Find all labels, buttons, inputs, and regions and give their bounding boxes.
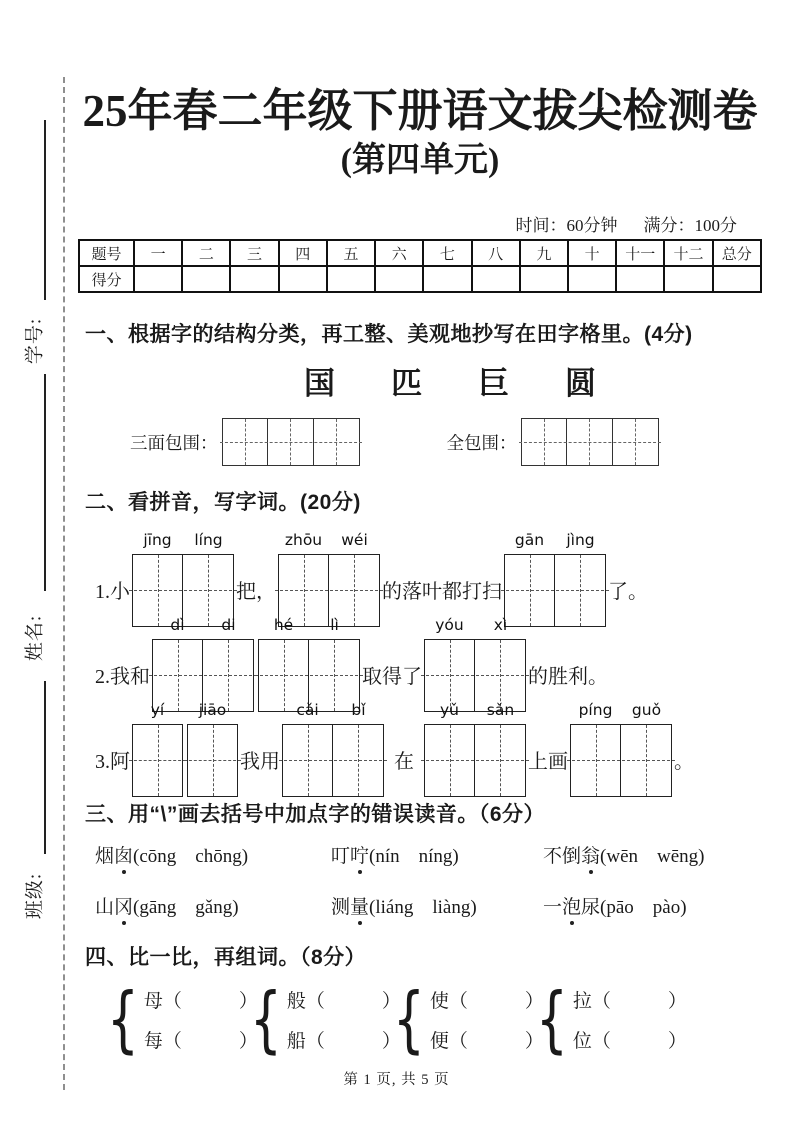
dotted-character: 囱 bbox=[114, 841, 133, 868]
answer-blank[interactable]: （ ） bbox=[305, 990, 401, 1012]
answer-blank[interactable]: （ ） bbox=[162, 990, 258, 1012]
time-label: 时间：60分钟 bbox=[515, 216, 618, 235]
full-score-label: 满分：100分 bbox=[643, 216, 737, 235]
pinyin-label: hé bbox=[273, 616, 294, 634]
question-number-cell: 三 bbox=[230, 240, 278, 266]
grid-midline bbox=[567, 760, 675, 761]
section2-heading: 二、看拼音，写字词。(20分) bbox=[85, 491, 361, 514]
score-entry-cell[interactable] bbox=[664, 266, 712, 292]
pinyin-label: yí bbox=[150, 701, 165, 719]
character: 巨 bbox=[478, 366, 509, 401]
pinyin-writing-grid[interactable] bbox=[424, 698, 526, 797]
dotted-character: 泡 bbox=[562, 892, 581, 919]
compare-pair bbox=[386, 977, 544, 1061]
pinyin-options: (gāng gǎng) bbox=[133, 897, 239, 918]
grid-midline bbox=[220, 442, 362, 443]
answer-blank[interactable]: （ ） bbox=[448, 990, 544, 1012]
pinyin-label: yǔ bbox=[440, 701, 459, 719]
compare-pair bbox=[243, 977, 401, 1061]
pinyin-label: dì bbox=[170, 616, 185, 634]
word-text: 山 bbox=[95, 897, 115, 918]
section1-answer-row bbox=[130, 418, 659, 466]
question-number-cell: 十 bbox=[568, 240, 616, 266]
pinyin-writing-grid[interactable] bbox=[282, 698, 384, 797]
sentence-text: 1.小 bbox=[95, 581, 130, 603]
question-number-header: 题号 bbox=[79, 240, 134, 266]
pronunciation-item[interactable] bbox=[331, 841, 543, 868]
answer-blank[interactable]: （ ） bbox=[591, 990, 687, 1012]
section4-row bbox=[100, 977, 687, 1061]
section3-row-1 bbox=[95, 841, 705, 868]
pronunciation-item[interactable] bbox=[331, 892, 543, 919]
score-entry-cell[interactable] bbox=[327, 266, 375, 292]
grid-midline bbox=[501, 590, 609, 591]
pinyin-label: sǎn bbox=[486, 701, 515, 719]
question-number-cell: 八 bbox=[472, 240, 520, 266]
grid-midline bbox=[149, 675, 257, 676]
score-entry-cell[interactable] bbox=[616, 266, 664, 292]
score-entry-cell[interactable] bbox=[423, 266, 471, 292]
score-entry-cell[interactable] bbox=[375, 266, 423, 292]
compare-pair bbox=[529, 977, 687, 1061]
grid-midline bbox=[184, 760, 241, 761]
pinyin-options: (liáng liàng) bbox=[369, 897, 477, 918]
full-enclosure-label: 全包围： bbox=[446, 432, 517, 453]
class-label: 班级: bbox=[24, 872, 46, 920]
question-number-cell: 十一 bbox=[616, 240, 664, 266]
dotted-character: 翁 bbox=[581, 841, 600, 868]
sentence-text: 的落叶都打扫 bbox=[382, 581, 502, 603]
pinyin-label: cǎi bbox=[296, 701, 319, 719]
name-blank-line[interactable] bbox=[44, 374, 46, 591]
class-blank-line[interactable] bbox=[44, 681, 46, 854]
pinyin-options: (wēn wēng) bbox=[600, 846, 705, 867]
dotted-character: 咛 bbox=[350, 841, 369, 868]
word-text: 烟 bbox=[95, 846, 115, 867]
pinyin-label: gān bbox=[514, 531, 545, 549]
word-text: 不倒 bbox=[543, 846, 582, 867]
score-row bbox=[79, 266, 761, 292]
section3-row-2 bbox=[95, 892, 687, 919]
pinyin-label: lì bbox=[330, 616, 339, 634]
score-entry-cell[interactable] bbox=[134, 266, 182, 292]
word-text: 测 bbox=[331, 897, 351, 918]
compare-pair bbox=[100, 977, 258, 1061]
grid-midline bbox=[421, 675, 529, 676]
page-number: 第 1 页, 共 5 页 bbox=[343, 1072, 450, 1088]
word-text: 叮 bbox=[331, 846, 351, 867]
grid-midline bbox=[129, 590, 237, 591]
grid-midline bbox=[421, 760, 529, 761]
tianzige-grid[interactable] bbox=[521, 418, 659, 466]
score-table bbox=[78, 239, 762, 293]
sentence-text: 2.我和 bbox=[95, 666, 150, 688]
pronunciation-item[interactable] bbox=[543, 841, 705, 868]
grid-midline bbox=[129, 760, 186, 761]
question-number-cell: 二 bbox=[182, 240, 230, 266]
section3-heading: 三、用“\”画去括号中加点字的错误读音。（6分） bbox=[85, 803, 546, 826]
pinyin-label: zhōu bbox=[284, 531, 323, 549]
pronunciation-item[interactable] bbox=[543, 892, 687, 919]
section1-heading: 一、根据字的结构分类，再工整、美观地抄写在田字格里。(4分) bbox=[85, 323, 693, 346]
pronunciation-item[interactable] bbox=[95, 841, 331, 868]
score-entry-cell[interactable] bbox=[520, 266, 568, 292]
score-entry-cell[interactable] bbox=[279, 266, 327, 292]
sentence-text: 我用 bbox=[240, 751, 280, 773]
score-entry-cell[interactable] bbox=[472, 266, 520, 292]
question-number-cell: 五 bbox=[327, 240, 375, 266]
exam-meta bbox=[516, 211, 738, 236]
character: 匹 bbox=[391, 366, 422, 401]
pinyin-label: guǒ bbox=[631, 701, 662, 719]
pinyin-label: wéi bbox=[341, 531, 368, 549]
character: 圆 bbox=[565, 366, 596, 401]
brace-glyph: { bbox=[392, 977, 425, 1061]
page-subtitle: (第四单元) bbox=[340, 142, 500, 179]
page-title: 25年春二年级下册语文拔尖检测卷 bbox=[82, 86, 758, 136]
question-number-cell: 四 bbox=[279, 240, 327, 266]
sentence-text: 在 bbox=[394, 751, 414, 773]
brace-glyph: { bbox=[535, 977, 568, 1061]
three-side-enclosure-label: 三面包围： bbox=[130, 432, 218, 453]
pronunciation-item[interactable] bbox=[95, 892, 331, 919]
score-table-header-row bbox=[79, 240, 761, 266]
student-id-blank-line[interactable] bbox=[44, 120, 46, 300]
sentence-text: 。 bbox=[674, 751, 694, 773]
seal-fold-line bbox=[63, 77, 65, 1090]
dotted-character: 量 bbox=[350, 892, 369, 919]
score-entry-cell[interactable] bbox=[713, 266, 761, 292]
pinyin-sentence-3 bbox=[95, 698, 694, 797]
question-number-cell: 九 bbox=[520, 240, 568, 266]
grid-midline bbox=[275, 590, 383, 591]
sentence-text: 了。 bbox=[608, 581, 648, 603]
answer-blank[interactable]: （ ） bbox=[305, 1030, 401, 1052]
question-number-cell: 七 bbox=[423, 240, 471, 266]
brace-glyph: { bbox=[249, 977, 282, 1061]
pinyin-writing-grid[interactable] bbox=[187, 698, 238, 797]
question-number-cell: 十二 bbox=[664, 240, 712, 266]
grid-midline bbox=[279, 760, 387, 761]
sentence-text: 取得了 bbox=[362, 666, 422, 688]
dotted-character: 冈 bbox=[114, 892, 133, 919]
character: 每 bbox=[143, 1030, 163, 1052]
character: 母 bbox=[143, 990, 163, 1012]
character: 国 bbox=[304, 366, 335, 401]
character: 使 bbox=[429, 990, 449, 1012]
sentence-text: 3.阿 bbox=[95, 751, 130, 773]
answer-blank[interactable]: （ ） bbox=[591, 1030, 687, 1052]
grid-midline bbox=[255, 675, 363, 676]
character: 船 bbox=[286, 1030, 306, 1052]
student-id-label: 学号: bbox=[24, 317, 46, 365]
pinyin-options: (cōng chōng) bbox=[133, 846, 249, 867]
answer-blank[interactable]: （ ） bbox=[448, 1030, 544, 1052]
score-entry-cell[interactable] bbox=[182, 266, 230, 292]
pinyin-label: di bbox=[221, 616, 236, 634]
sentence-text: 的胜利。 bbox=[528, 666, 608, 688]
word-text: 一 bbox=[543, 897, 563, 918]
sentence-text: 把， bbox=[236, 581, 276, 603]
character: 拉 bbox=[572, 990, 592, 1012]
tianzige-grid[interactable] bbox=[222, 418, 360, 466]
pinyin-label: jīng bbox=[143, 531, 172, 549]
pinyin-options: 尿(pāo pào) bbox=[581, 897, 687, 918]
grid-midline bbox=[519, 442, 661, 443]
pinyin-label: bǐ bbox=[351, 701, 366, 719]
section1-characters bbox=[120, 358, 780, 403]
pinyin-writing-grid[interactable] bbox=[132, 698, 183, 797]
question-number-cell: 六 bbox=[375, 240, 423, 266]
pinyin-label: xì bbox=[493, 616, 508, 634]
pinyin-label: jìng bbox=[566, 531, 595, 549]
sentence-text: 上画 bbox=[528, 751, 568, 773]
section4-heading: 四、比一比，再组词。（8分） bbox=[85, 946, 367, 969]
answer-blank[interactable]: （ ） bbox=[162, 1030, 258, 1052]
score-entry-cell[interactable] bbox=[568, 266, 616, 292]
score-entry-cell[interactable] bbox=[230, 266, 278, 292]
question-number-cell: 总分 bbox=[713, 240, 761, 266]
name-label: 姓名: bbox=[24, 614, 46, 662]
brace-glyph: { bbox=[106, 977, 139, 1061]
pinyin-label: yóu bbox=[435, 616, 464, 634]
pinyin-options: (nín níng) bbox=[369, 846, 459, 867]
character: 便 bbox=[429, 1030, 449, 1052]
pinyin-label: jiāo bbox=[198, 701, 227, 719]
score-row-label: 得分 bbox=[79, 266, 134, 292]
character: 位 bbox=[572, 1030, 592, 1052]
question-number-cell: 一 bbox=[134, 240, 182, 266]
pinyin-writing-grid[interactable] bbox=[570, 698, 672, 797]
pinyin-label: líng bbox=[194, 531, 223, 549]
character: 般 bbox=[286, 990, 306, 1012]
pinyin-label: píng bbox=[578, 701, 613, 719]
